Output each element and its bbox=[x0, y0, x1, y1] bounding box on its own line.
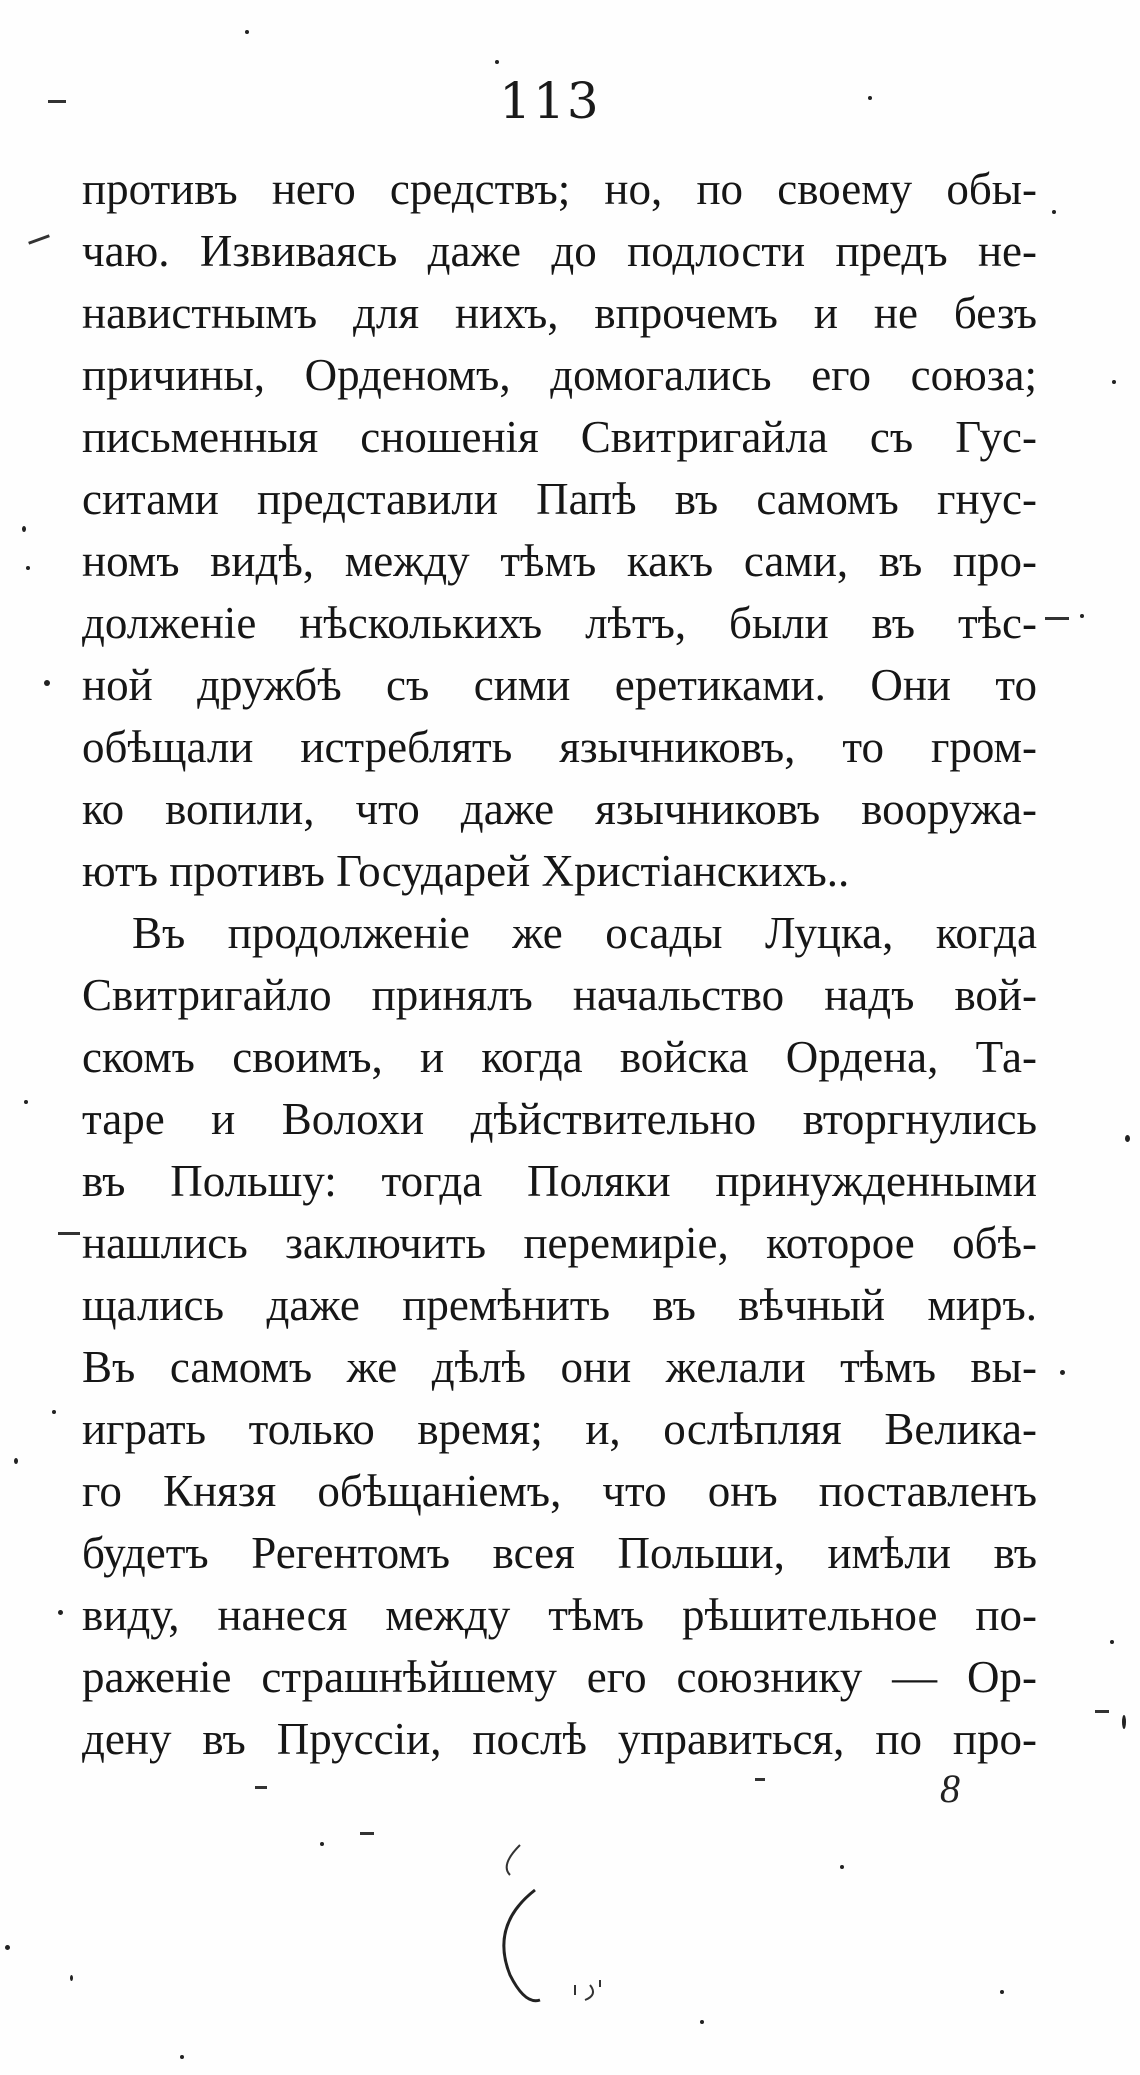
text-line: письменныя сношенія Свитригайла съ Гус- bbox=[82, 412, 1037, 462]
print-speck bbox=[1052, 210, 1056, 214]
print-speck bbox=[1110, 1640, 1114, 1644]
print-speck bbox=[58, 1610, 63, 1615]
text-line: будетъ Регентомъ всея Польши, имѣли въ bbox=[82, 1528, 1037, 1578]
text-line: чаю. Извиваясь даже до подлости предъ не- bbox=[82, 226, 1037, 276]
text-line: играть только время; и, ослѣпляя Велика- bbox=[82, 1404, 1037, 1454]
text-line: раженіе страшнѣйшему его союзнику — Ор- bbox=[82, 1652, 1037, 1702]
text-line: Свитригайло принялъ начальство надъ вой- bbox=[82, 970, 1037, 1020]
print-speck bbox=[44, 680, 50, 686]
text-line: обѣщали истреблять язычниковъ, то гром- bbox=[82, 722, 1037, 772]
print-speck bbox=[1112, 380, 1116, 384]
print-speck bbox=[180, 2055, 184, 2059]
print-speck bbox=[14, 1458, 18, 1464]
print-mark bbox=[48, 100, 66, 103]
print-speck bbox=[70, 1975, 73, 1981]
print-speck bbox=[22, 526, 26, 532]
text-line: ной дружбѣ съ сими еретиками. Они то bbox=[82, 660, 1037, 710]
text-line: навистнымъ для нихъ, впрочемъ и не безъ bbox=[82, 288, 1037, 338]
print-speck bbox=[700, 2020, 704, 2024]
text-line: номъ видѣ, между тѣмъ какъ сами, въ про- bbox=[82, 536, 1037, 586]
print-speck bbox=[5, 1945, 10, 1950]
print-mark bbox=[1095, 1710, 1109, 1713]
print-mark bbox=[28, 234, 50, 244]
print-speck bbox=[1000, 1990, 1004, 1994]
page-number: 113 bbox=[499, 72, 601, 130]
print-speck bbox=[245, 30, 249, 34]
text-line: щались даже премѣнить въ вѣчный миръ. bbox=[82, 1280, 1037, 1330]
text-line: го Князя обѣщаніемъ, что онъ поставленъ bbox=[82, 1466, 1037, 1516]
text-line: долженіе нѣсколькихъ лѣтъ, были въ тѣс- bbox=[82, 598, 1037, 648]
print-mark bbox=[1045, 617, 1069, 620]
print-speck bbox=[840, 1865, 844, 1869]
text-line: виду, нанеся между тѣмъ рѣшительное по- bbox=[82, 1590, 1037, 1640]
print-speck bbox=[24, 1100, 28, 1104]
text-line: скомъ своимъ, и когда войска Ордена, Та- bbox=[82, 1032, 1037, 1082]
print-mark bbox=[58, 1232, 80, 1235]
text-line: причины, Орденомъ, домогались его союза; bbox=[82, 350, 1037, 400]
print-speck bbox=[1125, 1135, 1130, 1142]
text-line: ко вопили, что даже язычниковъ вооружа- bbox=[82, 784, 1037, 834]
text-line: Въ самомъ же дѣлѣ они желали тѣмъ вы- bbox=[82, 1342, 1037, 1392]
print-speck bbox=[868, 96, 872, 100]
text-line: Въ продолженіе же осады Луцка, когда bbox=[132, 908, 1037, 958]
text-line: ситами представили Папѣ въ самомъ гнус- bbox=[82, 474, 1037, 524]
text-line: въ Польшу: тогда Поляки принужденными bbox=[82, 1156, 1037, 1206]
print-speck bbox=[1080, 614, 1084, 618]
print-mark bbox=[255, 1786, 267, 1789]
text-line: дену въ Пруссіи, послѣ управиться, по про- bbox=[82, 1714, 1037, 1764]
print-speck bbox=[26, 566, 30, 570]
print-mark bbox=[360, 1832, 374, 1835]
print-speck bbox=[1060, 1370, 1065, 1375]
text-line: таре и Волохи дѣйствительно вторгнулись bbox=[82, 1094, 1037, 1144]
print-speck bbox=[52, 1410, 56, 1414]
text-line: ютъ противъ Государей Христіанскихъ.. bbox=[82, 846, 850, 896]
catchword: 8 bbox=[940, 1766, 960, 1811]
print-mark bbox=[755, 1778, 765, 1781]
bleed-through-mark bbox=[480, 1835, 620, 2015]
print-speck bbox=[1122, 1715, 1126, 1729]
body-text bbox=[82, 158, 1037, 1770]
text-line: нашлись заключить перемиріе, которое обѣ- bbox=[82, 1218, 1037, 1268]
print-speck bbox=[320, 1842, 324, 1846]
print-speck bbox=[495, 60, 499, 64]
text-line: противъ него средствъ; но, по своему обы- bbox=[82, 164, 1037, 214]
